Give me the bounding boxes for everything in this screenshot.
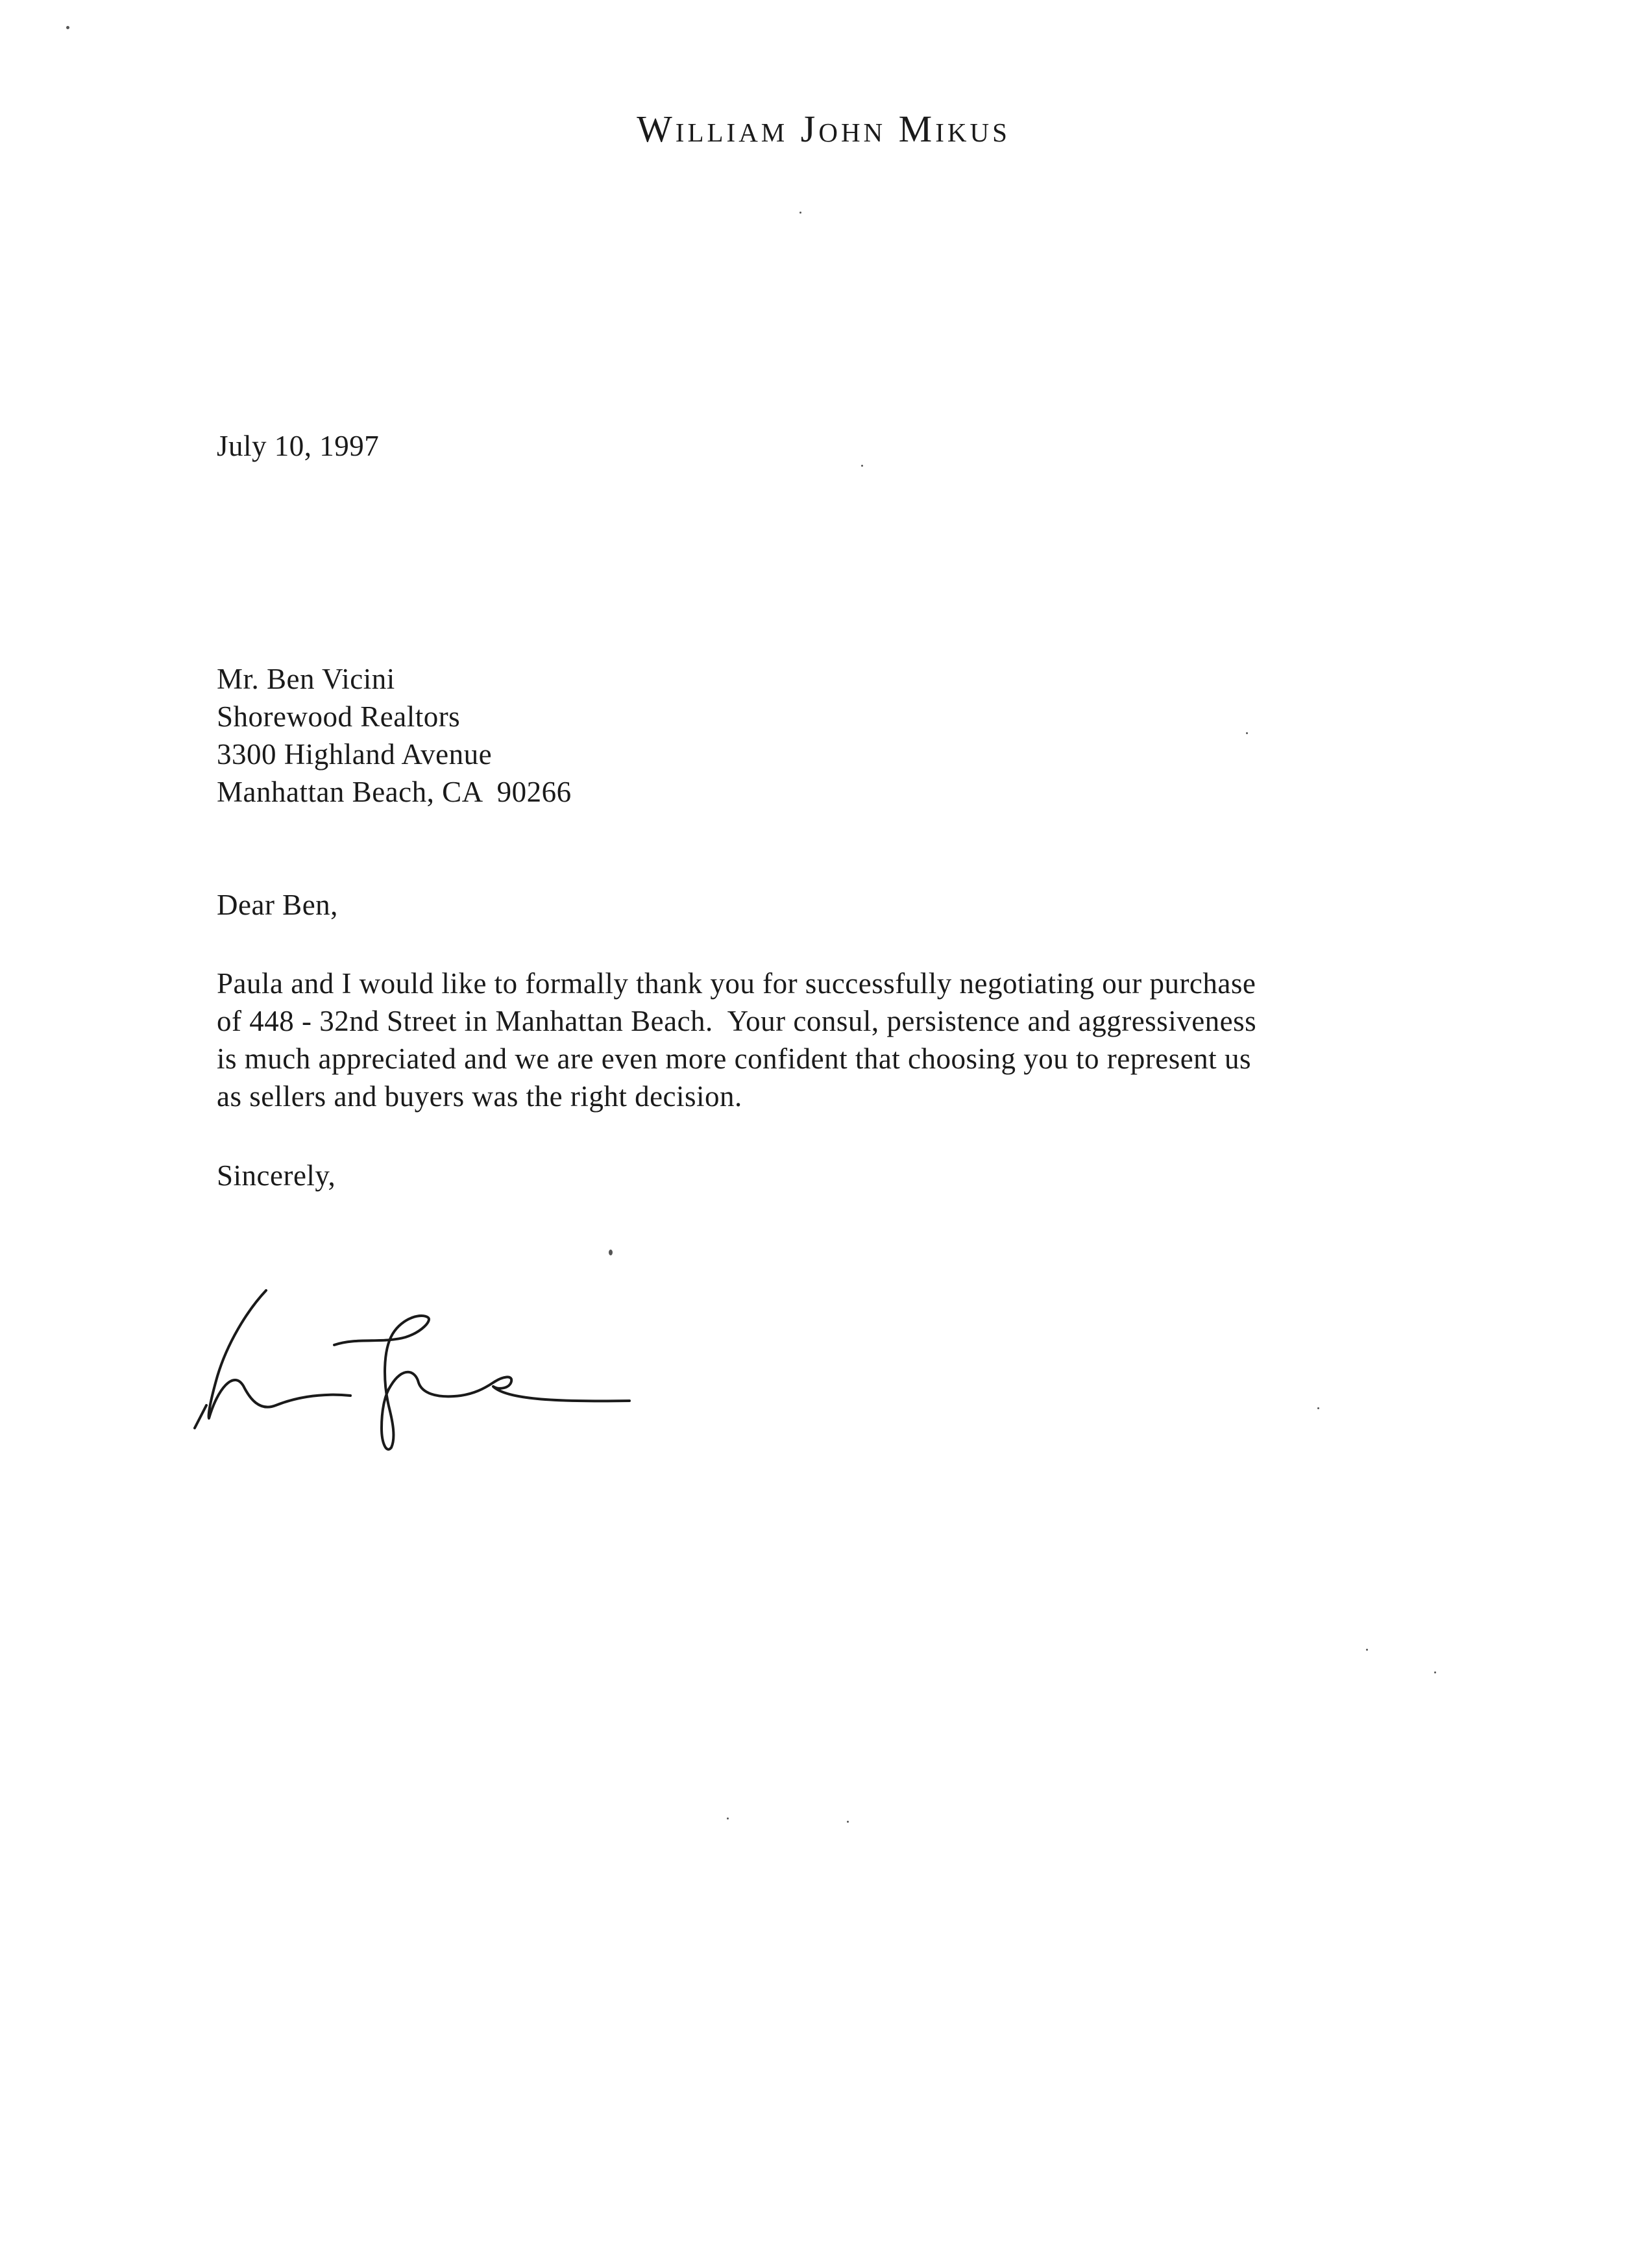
scan-speck — [1366, 1649, 1368, 1651]
letter-date: July 10, 1997 — [217, 430, 380, 462]
scan-speck — [1434, 1671, 1436, 1673]
scan-speck — [847, 1821, 849, 1823]
closing: Sincerely, — [217, 1159, 336, 1192]
letterhead-name: William John Mikus — [637, 108, 1010, 150]
recipient-street: 3300 Highland Avenue — [217, 738, 493, 770]
recipient-city-line: Manhattan Beach, CA 90266 — [217, 776, 572, 808]
letter-body — [217, 965, 1424, 1115]
handwritten-signature-icon — [188, 1272, 649, 1454]
body-line: Paula and I would like to formally thank you for successfully negotiating our purchase — [217, 967, 1256, 1000]
scan-speck — [1317, 1407, 1319, 1409]
scan-speck — [861, 465, 863, 467]
recipient-name: Mr. Ben Vicini — [217, 663, 395, 695]
scan-speck — [1246, 732, 1248, 734]
scan-speck — [66, 26, 69, 29]
scan-speck — [727, 1818, 729, 1819]
body-line: is much appreciated and we are even more confident that choosing you to represent us — [217, 1042, 1251, 1075]
scan-speck — [609, 1250, 613, 1255]
recipient-company: Shorewood Realtors — [217, 700, 461, 733]
salutation: Dear Ben, — [217, 889, 338, 921]
scan-speck — [799, 212, 801, 214]
body-line: as sellers and buyers was the right decision. — [217, 1080, 742, 1113]
body-line: of 448 - 32nd Street in Manhattan Beach. Your consul, persistence and aggressiveness — [217, 1005, 1257, 1037]
recipient-address — [217, 660, 572, 811]
